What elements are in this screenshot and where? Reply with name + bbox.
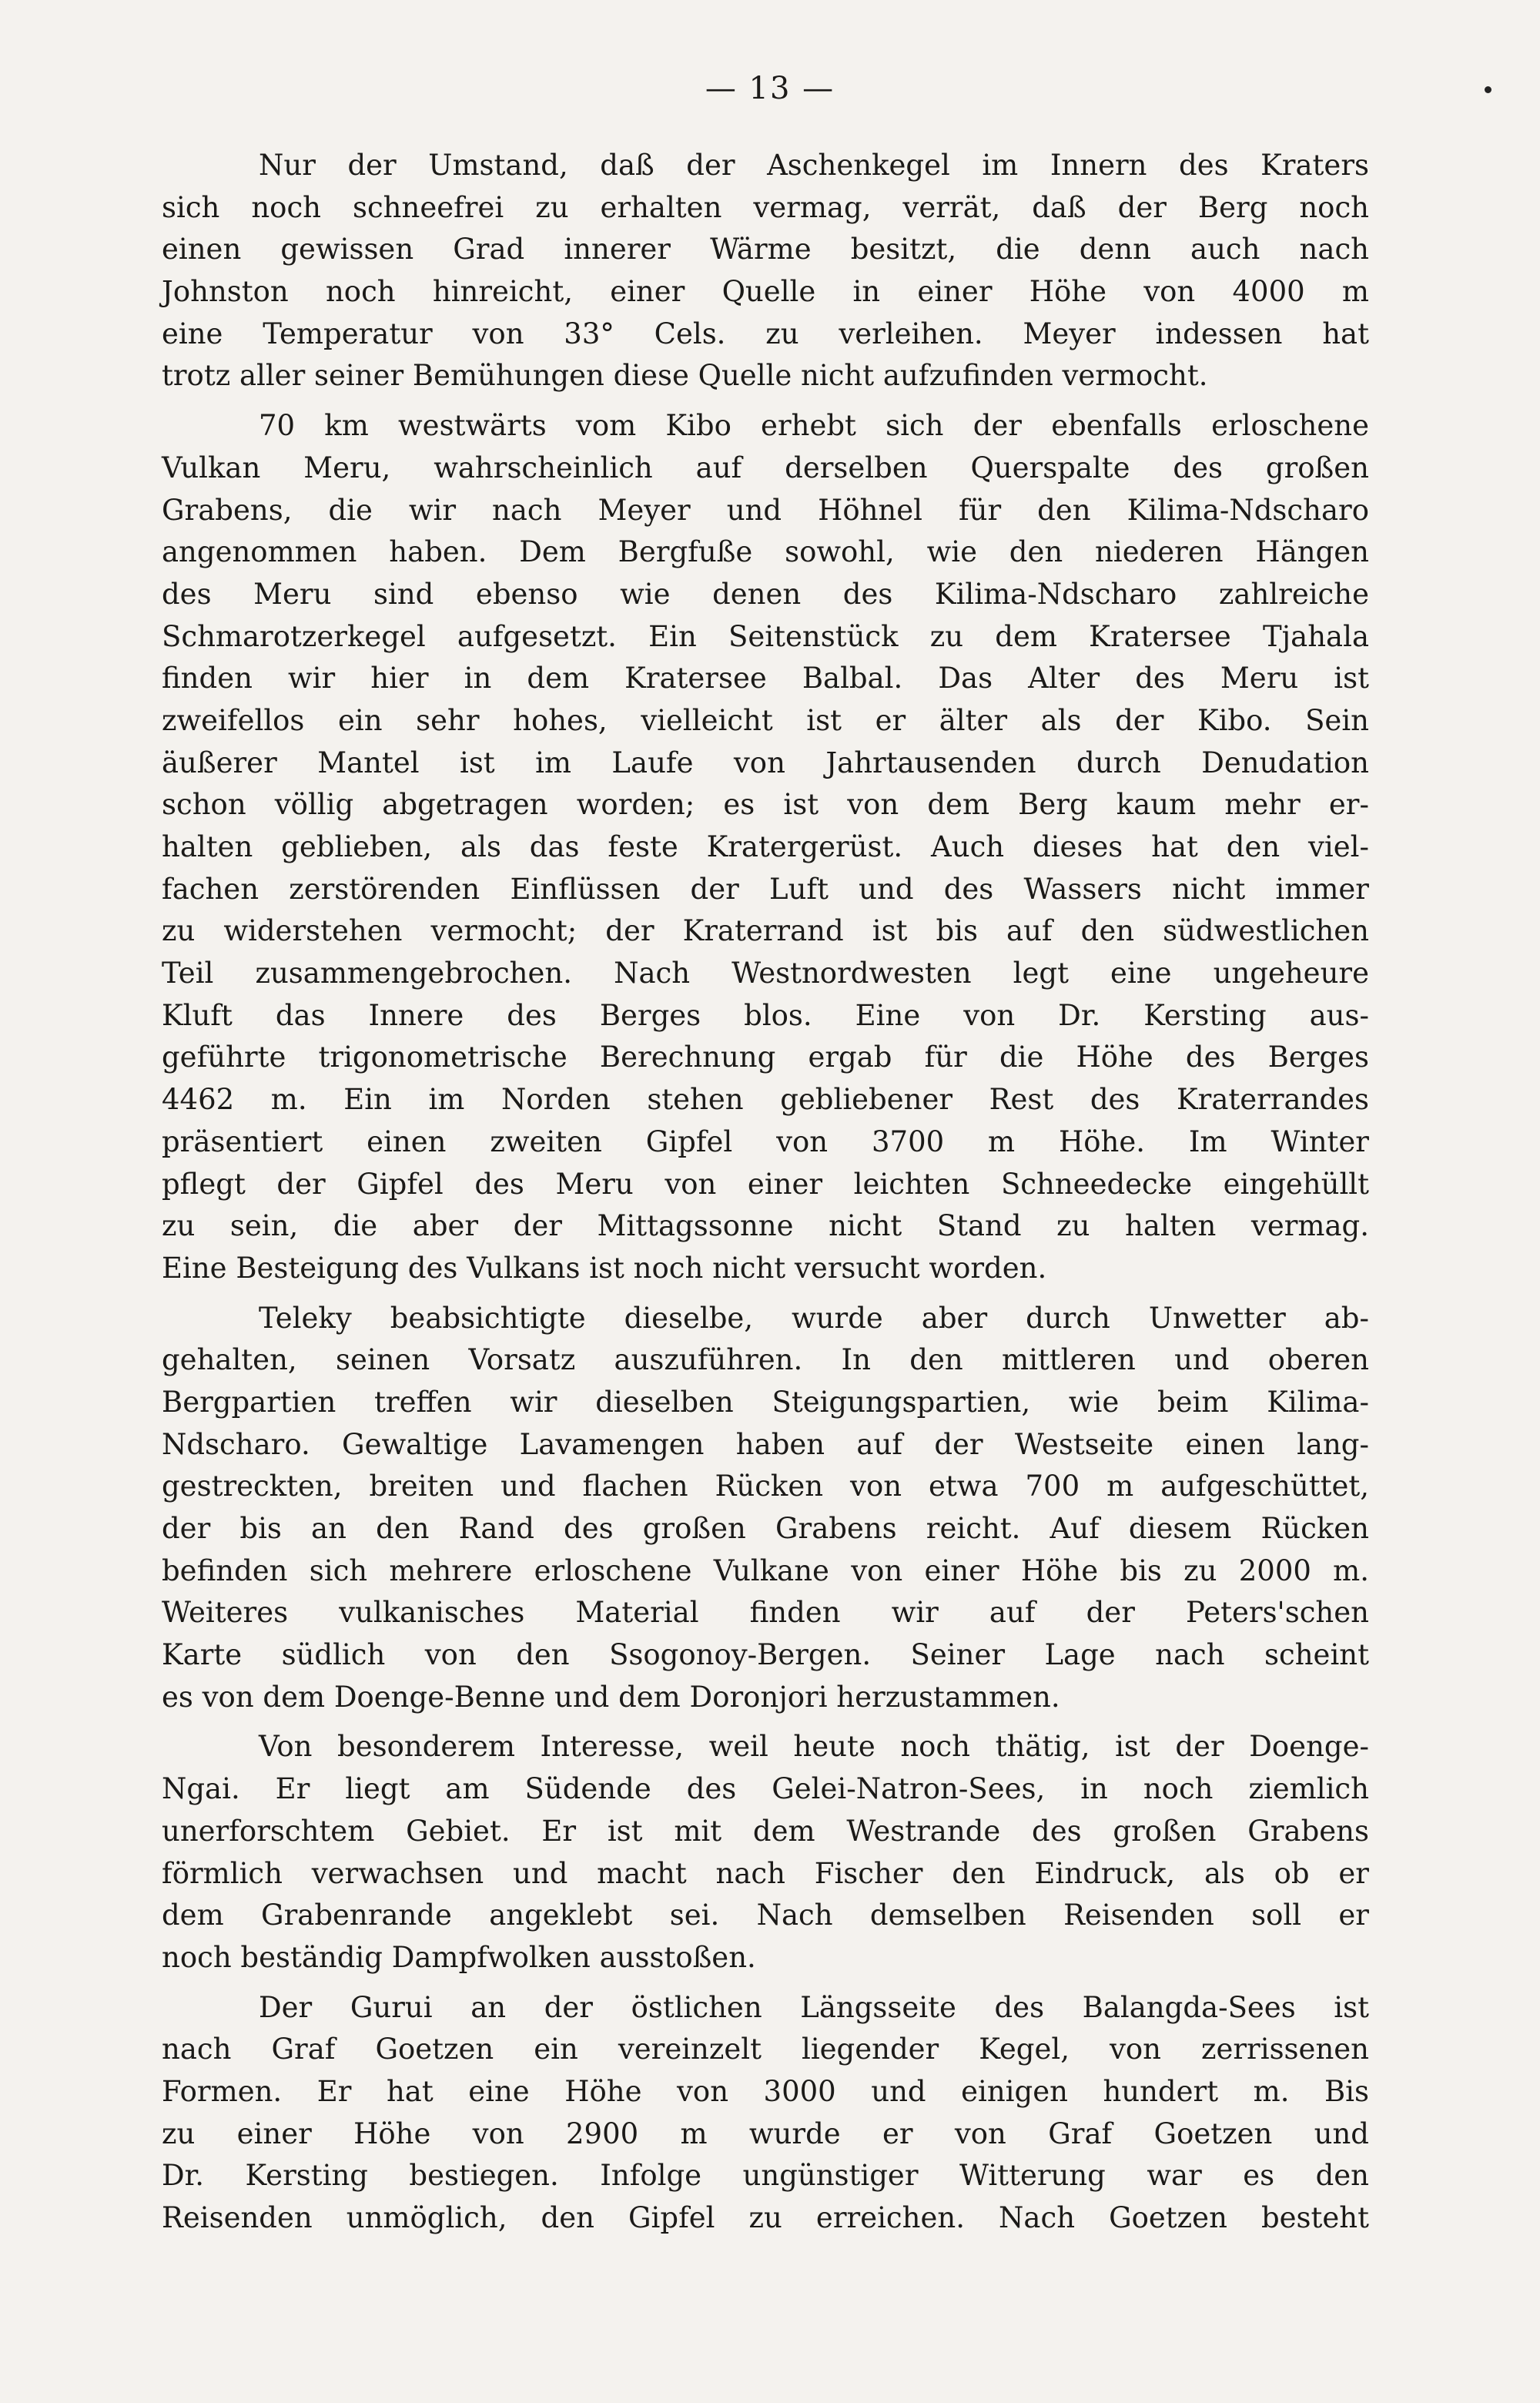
text-line: eine Temperatur von 33° Cels. zu verleihen. Meyer indessen hat — [162, 317, 1369, 350]
text-line: unerforschtem Gebiet. Er ist mit dem Westrande des großen Grabens — [162, 1814, 1369, 1848]
text-line: äußerer Mantel ist im Laufe von Jahrtausenden durch Denudation — [162, 746, 1369, 779]
text-line: Grabens, die wir nach Meyer und Höhnel für den Kilima-Ndscharo — [162, 493, 1369, 527]
text-line: fachen zerstörenden Einflüssen der Luft und des Wassers nicht immer — [162, 872, 1369, 906]
text-line: halten geblieben, als das feste Kratergerüst. Auch dieses hat den viel- — [162, 830, 1369, 863]
paragraph — [162, 145, 1369, 397]
text-line: zu sein, die aber der Mittagssonne nicht Stand zu halten vermag. — [162, 1209, 1369, 1243]
text-line: gestreckten, breiten und flachen Rücken von etwa 700 m aufgeschüttet, — [162, 1470, 1369, 1503]
text-line: Ngai. Er liegt am Südende des Gelei-Natron-Sees, in noch ziemlich — [162, 1772, 1369, 1806]
text-line: es von dem Doenge-Benne und dem Doronjori herzustammen. — [162, 1680, 1060, 1714]
text-line: Bergpartien treffen wir dieselben Steigungspartien, wie beim Kilima- — [162, 1385, 1369, 1419]
text-line: trotz aller seiner Bemühungen diese Quelle nicht aufzufinden vermocht. — [162, 359, 1208, 393]
text-line: pflegt der Gipfel des Meru von einer leichten Schneedecke eingehüllt — [162, 1167, 1369, 1201]
paragraph — [162, 405, 1369, 1289]
text-line: Kluft das Innere des Berges blos. Eine von Dr. Kersting aus- — [162, 998, 1369, 1032]
text-line: Ndscharo. Gewaltige Lavamengen haben auf der Westseite einen lang- — [162, 1427, 1369, 1461]
text-line: gehalten, seinen Vorsatz auszuführen. In den mittleren und oberen — [162, 1343, 1369, 1377]
text-line: Eine Besteigung des Vulkans ist noch nicht versucht worden. — [162, 1251, 1047, 1285]
text-line: 70 km westwärts vom Kibo erhebt sich der ebenfalls erloschene — [259, 409, 1369, 443]
text-line: schon völlig abgetragen worden; es ist von dem Berg kaum mehr er- — [162, 788, 1369, 822]
ink-speck — [1485, 86, 1491, 93]
text-line: Formen. Er hat eine Höhe von 3000 und einigen hundert m. Bis — [162, 2074, 1369, 2108]
text-line: geführte trigonometrische Berechnung ergab für die Höhe des Berges — [162, 1041, 1369, 1074]
text-line: finden wir hier in dem Kratersee Balbal. Das Alter des Meru ist — [162, 662, 1369, 695]
text-line: angenommen haben. Dem Bergfuße sowohl, wie den niederen Hängen — [162, 535, 1369, 569]
text-line: zu widerstehen vermocht; der Kraterrand ist bis auf den südwestlichen — [162, 914, 1369, 948]
paragraph — [162, 1987, 1369, 2240]
text-line: nach Graf Goetzen ein vereinzelt liegender Kegel, von zerrissenen — [162, 2033, 1369, 2066]
text-line: dem Grabenrande angeklebt sei. Nach demselben Reisenden soll er — [162, 1899, 1369, 1932]
text-line: förmlich verwachsen und macht nach Fischer den Eindruck, als ob er — [162, 1856, 1369, 1890]
paragraph — [162, 1298, 1369, 1719]
text-line: Der Gurui an der östlichen Längsseite des Balangda-Sees ist — [259, 1990, 1369, 2024]
text-line: Schmarotzerkegel aufgesetzt. Ein Seitenstück zu dem Kratersee Tjahala — [162, 619, 1369, 653]
text-line: Von besonderem Interesse, weil heute noch thätig, ist der Doenge- — [259, 1730, 1369, 1764]
text-line: Weiteres vulkanisches Material finden wir auf der Peters'schen — [162, 1596, 1369, 1630]
text-line: einen gewissen Grad innerer Wärme besitzt, die denn auch nach — [162, 233, 1369, 266]
text-line: der bis an den Rand des großen Grabens reicht. Auf diesem Rücken — [162, 1512, 1369, 1545]
text-line: des Meru sind ebenso wie denen des Kilima-Ndscharo zahlreiche — [162, 577, 1369, 611]
text-line: sich noch schneefrei zu erhalten vermag, verrät, daß der Berg noch — [162, 190, 1369, 224]
text-line: Vulkan Meru, wahrscheinlich auf derselben Querspalte des großen — [162, 451, 1369, 484]
page-number: — 13 — — [705, 71, 835, 106]
text-line: zweifellos ein sehr hohes, vielleicht ist er älter als der Kibo. Sein — [162, 703, 1369, 737]
text-line: noch beständig Dampfwolken ausstoßen. — [162, 1940, 756, 1974]
text-line: zu einer Höhe von 2900 m wurde er von Graf Goetzen und — [162, 2116, 1369, 2150]
text-line: befinden sich mehrere erloschene Vulkane von einer Höhe bis zu 2000 m. — [162, 1553, 1369, 1587]
text-line: Johnston noch hinreicht, einer Quelle in einer Höhe von 4000 m — [162, 275, 1369, 309]
text-body — [162, 145, 1369, 2240]
text-line: Teleky beabsichtigte dieselbe, wurde aber durch Unwetter ab- — [259, 1301, 1369, 1335]
text-line: 4462 m. Ein im Norden stehen gebliebener Rest des Kraterrandes — [162, 1083, 1369, 1117]
text-line: präsentiert einen zweiten Gipfel von 3700 m Höhe. Im Winter — [162, 1124, 1369, 1158]
text-line: Karte südlich von den Ssogonoy-Bergen. Seiner Lage nach scheint — [162, 1638, 1369, 1672]
text-line: Dr. Kersting bestiegen. Infolge ungünstiger Witterung war es den — [162, 2159, 1369, 2193]
text-line: Nur der Umstand, daß der Aschenkegel im Innern des Kraters — [259, 149, 1369, 182]
paragraph — [162, 1726, 1369, 1979]
text-line: Reisenden unmöglich, den Gipfel zu erreichen. Nach Goetzen besteht — [162, 2201, 1369, 2234]
text-line: Teil zusammengebrochen. Nach Westnordwesten legt eine ungeheure — [162, 957, 1369, 990]
